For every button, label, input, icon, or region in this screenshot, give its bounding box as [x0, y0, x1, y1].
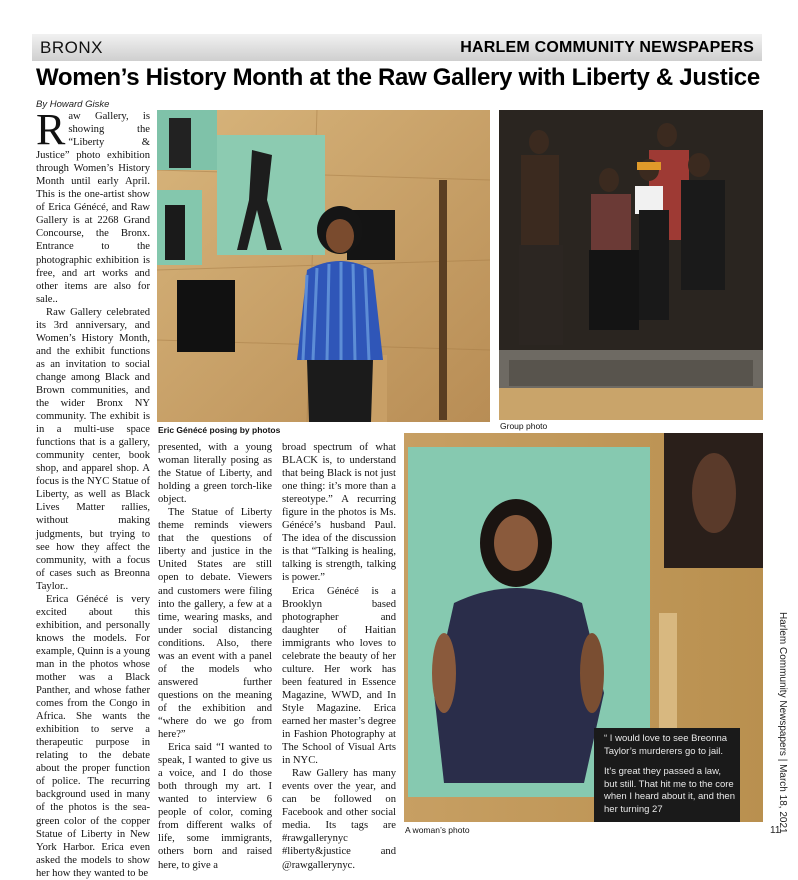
paragraph: Erica Génécé is very excited about this exhibition, and personally knows the models. For example, Quinn is a young man in the photos whose mother was a Black Panther, and whose father comes from the Congo in Africa. She wants the exhibition to serve a therapeutic purpose in relating to the debate about the proper function of police. The recurring background used in many of the photos is the sea-green color of the copper Statue of Liberty in New York Harbor. Erica even asked the models to show her how they wanted to be: [36, 593, 150, 879]
photo-plaque: [604, 733, 736, 815]
paragraph: Erica said “I wanted to speak, I wanted to give us a voice, and I do those both through my art. I wanted to interview 6 people of color, coming from different walks of life, some immigrants, others born and raised here, to give a: [158, 742, 272, 871]
caption-woman-portrait: A woman’s photo: [405, 825, 470, 835]
paragraph: Raw Gallery celebrated its 3rd anniversary, and Women’s History Month, and the exhibit functions as an invitation to social change among Black and Brown communities, and the wider Bronx NY community. The exhibit is in a multi-use space functions that is a gallery, community center, book shop, and apparel shop. A focus is the NYC Statue of Liberty, as well as Black Lives Matter rallies, without making judgments, but trying to see how they affect the community, with a focus of cases such as Breonna Taylor..: [36, 306, 150, 592]
caption-group: Group photo: [500, 421, 548, 431]
plaque-quote-2: It’s great they passed a law, but still. That hit me to the core when I heard about it, and then her turning 27: [604, 766, 735, 815]
newspaper-name: HARLEM COMMUNITY NEWSPAPERS: [460, 39, 754, 56]
photo-artist-posing: [157, 110, 490, 422]
vertical-credit: Harlem Community Newspapers | March 18, 2021: [777, 612, 788, 834]
caption-artist-posing: Eric Génécé posing by photos: [158, 425, 281, 435]
photo-artist-posing-image: [157, 110, 490, 422]
byline: By Howard Giske: [36, 99, 110, 110]
paragraph: broad spectrum of what BLACK is, to understand that being Black is not just one thing: it’s more than a stereotype.” A recurring figure in the photos is Ms. Génécé’s husband Paul. The idea of the discussion is that “Talking is healing, talking is strength, talking is power.”: [282, 442, 396, 584]
photo-group-image: [499, 110, 763, 420]
drop-cap: R: [36, 105, 66, 154]
photo-group: [499, 110, 763, 420]
section-label: BRONX: [40, 38, 103, 57]
headline: Women’s History Month at the Raw Gallery with Liberty & Justice: [36, 64, 760, 91]
paragraph: Raw Gallery has many events over the year, and can be followed on Facebook and other social media. Its tags are #rawgallerynyc #liberty&justice and @rawgallerynyc.: [282, 768, 396, 871]
photo-woman-portrait: [404, 433, 763, 822]
paragraph: The Statue of Liberty theme reminds viewers that the questions of liberty and justice in the United States are still open to debate. Viewers and customers were filing into the gallery, a few at a time, wearing masks, and under social distancing conditions. Also, there was an event with a panel of the models who answered further questions on the meaning of the exhibition and “where do we go from here?”: [158, 507, 272, 741]
page-number: 11: [770, 825, 781, 836]
article-column-1: [36, 105, 150, 880]
article-column-3: [282, 441, 396, 872]
plaque-quote-1: “ I would love to see Breonna Taylor’s murderers go to jail.: [604, 733, 728, 757]
paragraph: Raw Gallery, is showing the “Liberty & Justice” photo exhibition through Women’s History Month until early April. This is the one-artist show of Erica Génécé, and Raw Gallery is at 2268 Grand Concourse, the Bronx. Entrance to the photographic exhibition is free, and art works and other items are also for sale..: [36, 105, 150, 305]
paragraph: presented, with a young woman literally posing as the Statue of Liberty, and holding a green torch-like object.: [158, 442, 272, 506]
article-column-2: [158, 441, 272, 872]
paragraph: Erica Génécé is a Brooklyn based photographer and daughter of Haitian immigrants who loves to celebrate the beauty of her culture. Her work has been featured in Essence Magazine, WWD, and In Style Magazine. Erica earned her master’s degree in Fashion Photography at The School of Visual Arts in NYC.: [282, 585, 396, 767]
